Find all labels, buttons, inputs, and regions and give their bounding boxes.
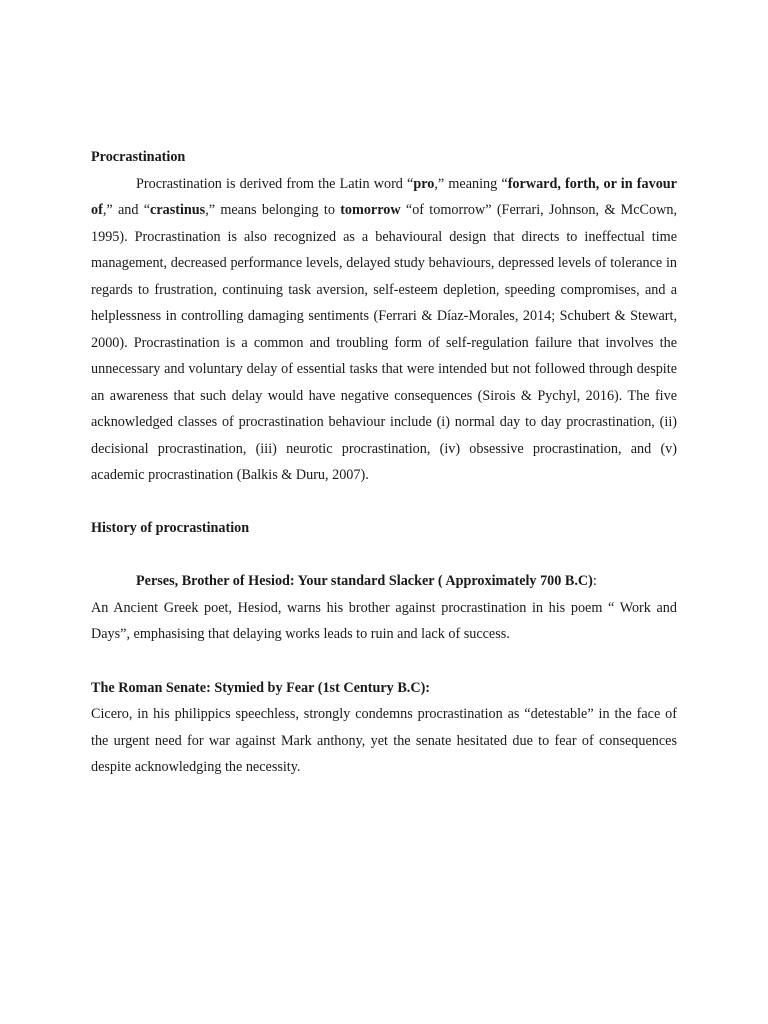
- bold-term-forward: forward, forth, or in favour of: [91, 175, 677, 218]
- procrastination-paragraph: [91, 171, 677, 489]
- subheading-colon: :: [592, 573, 597, 589]
- senate-paragraph: Cicero, in his philippics speechless, strongly condemns procrastination as “detestable” in the face of the urgent need for war against Mark anthony, yet the senate hesitated due to fear of consequences despite acknowledging the necessity.: [91, 706, 677, 775]
- spacer: [91, 541, 677, 568]
- bold-term-tomorrow: tomorrow: [340, 202, 401, 218]
- subheading-roman-senate: The Roman Senate: Stymied by Fear (1st Century B.C):: [91, 679, 431, 696]
- spacer: [91, 648, 677, 675]
- subheading-perses: [91, 568, 677, 595]
- subheading-perses-text: Perses, Brother of Hesiod: Your standard Slacker ( Approximately 700 B.C): [136, 573, 593, 589]
- document-content: [91, 144, 677, 781]
- text-run: ,” meaning “: [434, 175, 508, 192]
- text-run: ,” means belonging to: [205, 202, 341, 218]
- bold-term-crastinus: crastinus: [150, 202, 206, 218]
- text-run: “of tomorrow” (Ferrari, Johnson, & McCown, 1995). Procrastination is also recognized as a behavioural design that directs to ineffectual time management, decreased performance levels, delayed study behaviours, depressed levels of tolerance in regards to frustration, continuing task aversion, self-esteem depletion, speeding compromises, and a helplessness in controlling damaging sentiments (Ferrari & Díaz-Morales, 2014; Schubert & Stewart, 2000). Procrastination is a common and troubling form of self-regulation failure that involves the unnecessary and voluntary delay of essential tasks that were intended but not followed through despite an awareness that such delay would have negative consequences (Sirois & Pychyl, 2016). The five acknowledged classes of procrastination behaviour include (i) normal day to day procrastination, (ii) decisional procrastination, (iii) neurotic procrastination, (iv) obsessive procrastination, and (v) academic procrastination (Balkis & Duru, 2007).: [91, 202, 677, 483]
- bold-term-pro: pro: [413, 175, 435, 192]
- perses-paragraph: An Ancient Greek poet, Hesiod, warns his brother against procrastination in his poem “ Work and Days”, emphasising that delaying works leads to ruin and lack of success.: [91, 599, 677, 642]
- section-title-history: History of procrastination: [91, 519, 250, 536]
- section-title-procrastination: Procrastination: [91, 149, 186, 165]
- spacer: [91, 489, 677, 515]
- text-run: Procrastination is derived from the Latin word “: [136, 175, 414, 192]
- text-run: ,” and “: [102, 202, 151, 218]
